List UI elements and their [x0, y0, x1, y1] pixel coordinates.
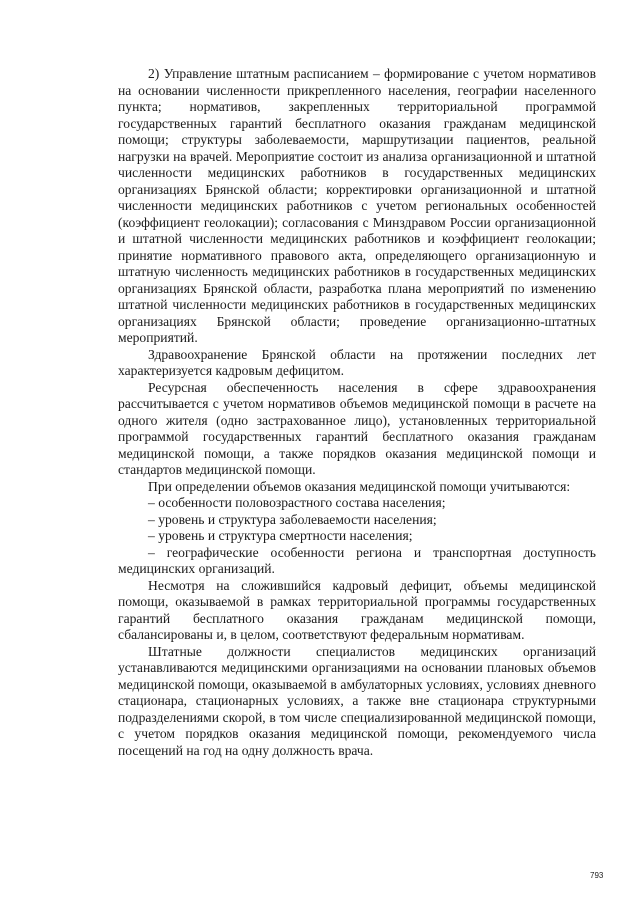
list-item-mortality: – уровень и структура смертности населения; — [148, 528, 413, 543]
paragraph-balanced-volumes: Несмотря на сложившийся кадровый дефицит, объемы медицинской помощи, оказываемой в рамках территориальной программы государственных гарантий бесплатного оказания гражданам медицинской помощи, сбалансированы и, в целом, соответствуют федеральным нормативам. — [118, 577, 596, 642]
paragraph-volume-factors-intro: При определении объемов оказания медицинской помощи учитываются: — [148, 478, 571, 494]
document-body — [118, 66, 596, 759]
list-item-age-sex: – особенности половозрастного состава населения; — [148, 495, 446, 510]
paragraph-resource-provision: Ресурсная обеспеченность населения в сфере здравоохранения рассчитывается с учетом нормативов объемов медицинской помощи в расчете на одного жителя (одно застрахованное лицо), установленных территориальной программой государственных гарантий бесплатного оказания гражданам медицинской помощи, а также порядков оказания медицинской помощи и стандартов медицинской помощи. — [118, 379, 596, 477]
paragraph-staff-shortage: Здравоохранение Брянской области на протяжении последних лет характеризуется кадровым дефицитом. — [118, 346, 596, 378]
paragraph-staffing-management: 2) Управление штатным расписанием – формирование с учетом нормативов на основании численности прикрепленного населения, географии населенного пункта; нормативов, закрепленных территориальной программой государственных гарантий бесплатного оказания гражданам медицинской помощи; структуры заболеваемости, маршрутизации пациентов, реальной нагрузки на врачей. Мероприятие состоит из анализа организационной и штатной численности медицинских работников в государственных медицинских организациях Брянской области; корректировки организационной и штатной численности медицинских работников с учетом региональных особенностей (коэффициент геолокации); согласования с Минздравом России организационной и штатной численности медицинских работников и коэффициент геолокации; принятие нормативного правового акта, определяющего организационную и штатную численность медицинских работников в государственных медицинских организациях Брянской области, разработка плана мероприятий по изменению штатной численности медицинских работников в государственных медицинских организациях Брянской области; проведение организационно-штатных мероприятий. — [118, 66, 596, 345]
list-item-morbidity: – уровень и структура заболеваемости населения; — [148, 511, 437, 527]
paragraph-staff-positions: Штатные должности специалистов медицинских организаций устанавливаются медицинскими организациями на основании плановых объемов медицинской помощи, оказываемой в амбулаторных условиях, условиях дневного стационара, стационарных условиях, а также вне стационара структурными подразделениями скорой, в том числе специализированной медицинской помощи, с учетом порядков оказания медицинской помощи, рекомендуемого числа посещений на год на одну должность врача. — [118, 643, 596, 758]
page-number: 793 — [590, 871, 604, 880]
list-item-geography: – географические особенности региона и транспортная доступность медицинских организаций. — [118, 544, 596, 576]
